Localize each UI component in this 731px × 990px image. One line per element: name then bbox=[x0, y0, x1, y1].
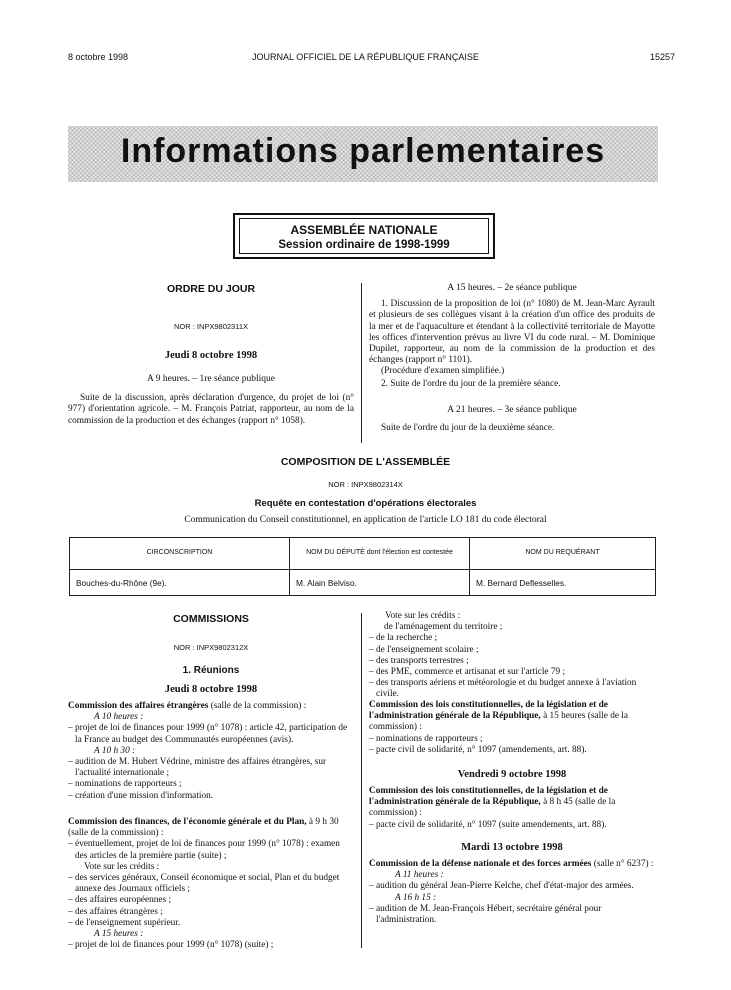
list-item: – nominations de rapporteurs ; bbox=[68, 779, 182, 790]
agenda-list bbox=[68, 723, 354, 745]
commission-room: à 8 h 45 (salle de la commission) : bbox=[369, 797, 616, 819]
commission-room: (salle n° 6237) : bbox=[591, 859, 654, 869]
commission-block-etrangeres bbox=[68, 701, 354, 802]
seance-heading: A 15 heures. – 2e séance publique bbox=[447, 283, 577, 293]
seance-text: Suite de l'ordre du jour de la deuxième séance. bbox=[381, 423, 555, 433]
agenda-item: 1. Discussion de la proposition de loi (n° 1080) de M. Jean-Marc Ayrault et plusieurs de ses collègues visant à la création d'un office des produits de la mer et de l'aquaculture et étendant à la collectivité territoriale de Mayotte les offices d'intervention prévus au livre VI du code rural. – M. Dominique Dupilet, rapporteur, au nom de la commission de la production et des échanges (rapport n° 1101). bbox=[369, 299, 655, 366]
agenda-list bbox=[369, 820, 655, 831]
list-item: – audition du général Jean-Pierre Kelche, chef d'état-major des armées. bbox=[369, 881, 634, 892]
table-cell: M. Bernard Deflesselles. bbox=[470, 570, 656, 596]
commission-title-line bbox=[369, 786, 655, 820]
commission-title-line bbox=[369, 700, 655, 734]
time-slot: A 15 heures : bbox=[94, 929, 144, 940]
column-rule bbox=[361, 283, 362, 443]
day-heading: Jeudi 8 octobre 1998 bbox=[164, 684, 258, 695]
day-heading: Jeudi 8 octobre 1998 bbox=[164, 350, 258, 361]
vote-label: Vote sur les crédits : bbox=[84, 861, 160, 872]
assemblee-box-inner bbox=[239, 218, 489, 254]
list-item: – des PME, commerce et artisanat et sur l'article 79 ; bbox=[369, 667, 566, 678]
requete-heading: Requête en contestation d'opérations électorales bbox=[254, 498, 477, 509]
list-item: – création d'une mission d'information. bbox=[68, 790, 214, 801]
commission-title-line bbox=[68, 701, 354, 712]
list-item: – des affaires européennes ; bbox=[68, 895, 172, 906]
commission-title: Commission de la défense nationale et des forces armées bbox=[369, 859, 592, 869]
page-number: 15257 bbox=[649, 52, 675, 62]
procedure-note: (Procédure d'examen simplifiée.) bbox=[381, 366, 505, 376]
commission-title: Commission des lois constitutionnelles, de la législation et de l'administration générale de la République, bbox=[369, 786, 608, 808]
list-item: – projet de loi de finances pour 1999 (n° 1078) (suite) ; bbox=[68, 940, 274, 951]
section-banner bbox=[68, 126, 658, 182]
list-item: – éventuellement, projet de loi de finances pour 1999 (n° 1078) : examen des articles de la première partie (suite) ; bbox=[68, 839, 340, 861]
assemblee-title: ASSEMBLÉE NATIONALE bbox=[290, 223, 438, 237]
day-heading: Vendredi 9 octobre 1998 bbox=[457, 769, 567, 780]
time-slot: A 11 heures : bbox=[395, 870, 444, 881]
running-head-title: JOURNAL OFFICIEL DE LA RÉPUBLIQUE FRANÇAISE bbox=[252, 52, 479, 62]
commission-title: Commission des lois constitutionnelles, de la législation et de l'administration générale de la République, bbox=[369, 700, 608, 722]
contestation-table bbox=[69, 537, 656, 596]
agenda-item: 2. Suite de l'ordre du jour de la première séance. bbox=[381, 379, 561, 389]
list-item: – des affaires étrangères ; bbox=[68, 906, 163, 917]
table-row bbox=[70, 570, 656, 596]
agenda-list bbox=[68, 940, 354, 951]
session-title: Session ordinaire de 1998-1999 bbox=[278, 239, 450, 251]
commission-block-defense bbox=[369, 859, 655, 926]
running-head-date: 8 octobre 1998 bbox=[68, 52, 129, 62]
list-item: – des transports aériens et météorologie et du budget annexe à l'aviation civile. bbox=[369, 678, 637, 700]
agenda-list bbox=[68, 757, 354, 802]
agenda-list bbox=[369, 734, 655, 756]
list-item: – nominations de rapporteurs ; bbox=[369, 733, 483, 744]
day-heading: Mardi 13 octobre 1998 bbox=[461, 842, 563, 853]
nor-code: NOR : INPX9802314X bbox=[328, 480, 403, 489]
list-item: – projet de loi de finances pour 1999 (n° 1078) : article 42, participation de la France au budget des Communautés européennes (avis). bbox=[68, 723, 348, 745]
list-item: – de l'enseignement scolaire ; bbox=[369, 644, 479, 655]
agenda-list bbox=[369, 881, 655, 892]
credits-list bbox=[369, 622, 655, 700]
list-item: – des transports terrestres ; bbox=[369, 655, 469, 666]
nor-code: NOR : INPX9802312X bbox=[173, 643, 249, 652]
agenda-list bbox=[369, 904, 655, 926]
commission-room: à 15 heures (salle de la commission) : bbox=[369, 711, 628, 733]
table-cell: M. Alain Belviso. bbox=[290, 570, 470, 596]
commissions-heading: COMMISSIONS bbox=[173, 613, 249, 625]
list-item: – pacte civil de solidarité, n° 1097 (amendements, art. 88). bbox=[369, 744, 587, 755]
agenda-list bbox=[68, 839, 354, 861]
commission-block-lois bbox=[369, 700, 655, 756]
list-item: – audition de M. Hubert Védrine, ministre des affaires étrangères, sur l'actualité internationale ; bbox=[68, 757, 327, 779]
table-header-cell: NOM DU REQUÉRANT bbox=[470, 538, 656, 570]
table-header-cell: NOM DU DÉPUTÉ dont l'élection est contestée bbox=[290, 538, 470, 570]
seance-heading: A 9 heures. – 1re séance publique bbox=[147, 374, 275, 384]
table-cell: Bouches-du-Rhône (9e). bbox=[70, 570, 290, 596]
commission-block-finances-cont bbox=[369, 611, 655, 701]
seance-text: Suite de la discussion, après déclaration d'urgence, du projet de loi (n° 977) d'orientation agricole. – M. François Patriat, rapporteur, au nom de la commission de la production et des échanges (rapport n° 1058). bbox=[68, 393, 354, 426]
reunions-heading: 1. Réunions bbox=[182, 665, 240, 676]
table-header-cell: CIRCONSCRIPTION bbox=[70, 538, 290, 570]
list-item: – pacte civil de solidarité, n° 1097 (suite amendements, art. 88). bbox=[369, 819, 607, 830]
composition-heading: COMPOSITION DE L'ASSEMBLÉE bbox=[280, 456, 451, 468]
column-rule bbox=[361, 613, 362, 948]
list-item: – de la recherche ; bbox=[369, 633, 438, 644]
commission-title: Commission des finances, de l'économie générale et du Plan, bbox=[68, 817, 307, 827]
nor-code: NOR : INPX9802311X bbox=[173, 322, 249, 331]
commission-room: à 9 h 30 (salle de la commission) : bbox=[68, 817, 339, 839]
commission-title: Commission des affaires étrangères bbox=[68, 701, 209, 711]
banner-title: Informations parlementaires bbox=[120, 132, 606, 170]
assemblee-box bbox=[233, 213, 495, 259]
time-slot: A 10 heures : bbox=[94, 712, 144, 723]
commission-title-line bbox=[369, 859, 655, 870]
commission-block-lois-2 bbox=[369, 786, 655, 831]
list-item: – des services généraux, Conseil économique et social, Plan et du budget annexe des Journaux officiels ; bbox=[68, 873, 340, 895]
commission-room: (salle de la commission) : bbox=[208, 701, 307, 711]
credits-list bbox=[68, 873, 354, 929]
commission-title-line bbox=[68, 817, 354, 839]
table-header-row bbox=[70, 538, 656, 570]
list-item: de l'aménagement du territoire ; bbox=[384, 622, 503, 633]
vote-label: Vote sur les crédits : bbox=[385, 611, 461, 621]
ordre-du-jour-heading: ORDRE DU JOUR bbox=[166, 283, 256, 295]
time-slot: A 10 h 30 : bbox=[94, 745, 136, 756]
list-item: – de l'enseignement supérieur. bbox=[68, 917, 181, 928]
list-item: – audition de M. Jean-François Hébert, secrétaire général pour l'administration. bbox=[369, 903, 602, 926]
commission-block-finances bbox=[68, 817, 354, 951]
seance-heading: A 21 heures. – 3e séance publique bbox=[447, 405, 577, 415]
requete-intro: Communication du Conseil constitutionnel, en application de l'article LO 181 du code électoral bbox=[184, 515, 547, 525]
time-slot: A 16 h 15 : bbox=[395, 892, 437, 903]
